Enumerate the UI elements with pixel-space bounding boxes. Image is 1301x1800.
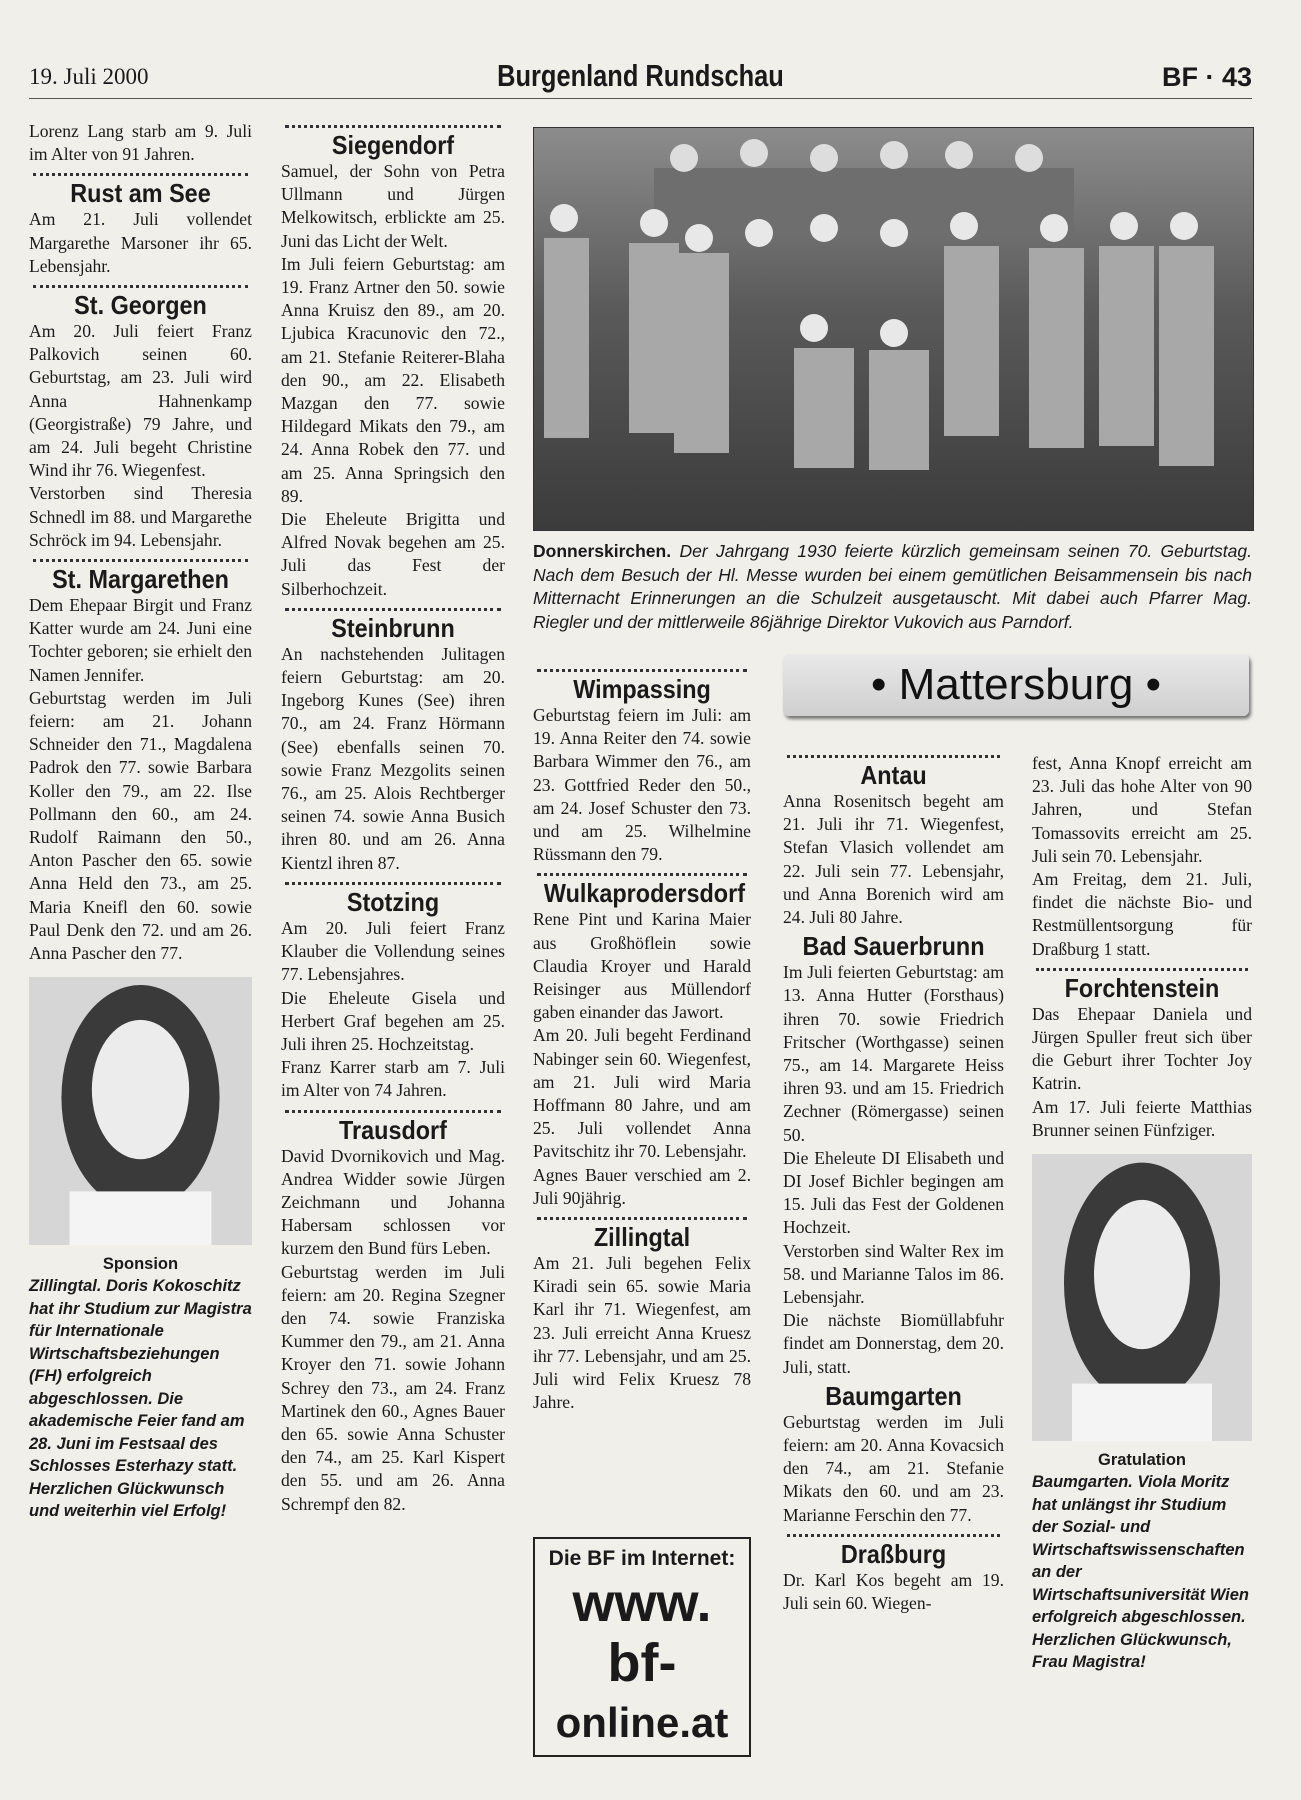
news-paragraph: Geburtstag feiern im Juli: am 19. Anna Reiter den 74. sowie Barbara Wimmer den 76., am 23. Gottfried Reder den 50., am 24. Josef Schuster den 73. und am 25. Wilhelmine Rüssmann den 79.	[533, 705, 751, 865]
dotted-divider	[285, 608, 501, 611]
town-heading: Stotzing	[346, 886, 440, 917]
dotted-divider	[33, 173, 248, 176]
issue-date: 19. Juli 2000	[29, 64, 149, 89]
group-photo-figures	[534, 128, 1253, 530]
town-heading: Bad Sauerbrunn	[802, 931, 985, 962]
dotted-divider	[285, 125, 501, 128]
news-paragraph: Die nächste Biomüllabfuhr findet am Donnerstag, dem 20. Juli, statt.	[783, 1310, 1004, 1377]
dotted-divider	[33, 285, 248, 288]
dotted-divider	[33, 559, 248, 562]
page-number: BF · 43	[1161, 62, 1252, 92]
news-paragraph: Im Juli feiern Geburtstag: am 19. Franz Artner den 50. sowie Anna Kruisz den 89., am 20. Ljubica Kracunovic den 72., am 21. Stefanie Reiterer-Blaha den 90., am 22. Elisabeth Mazgan den 77. sowie Hildegard Mikats den 79., am 24. Anna Robek den 77. und am 25. Anna Springsich den 89.	[281, 253, 505, 506]
group-photo-caption	[533, 540, 1252, 634]
photo-caption: Zillingtal. Doris Kokoschitz hat ihr Studium zur Magistra für Internationale Wirtschaftsbeziehungen (FH) erfolgreich abgeschlossen. Die akademische Feier fand am 28. Juni im Festsaal des Schlosses Esterhazy statt. Herzlichen Glückwunsch und weiterhin viel Erfolg!	[29, 1277, 252, 1521]
news-paragraph: Samuel, der Sohn von Petra Ullmann und Jürgen Melkowitsch, erblickte am 25. Juni das Licht der Welt.	[281, 161, 505, 251]
news-paragraph: Agnes Bauer verschied am 2. Juli 90jährig.	[533, 1164, 751, 1208]
news-paragraph: Die Eheleute Gisela und Herbert Graf begehen am 25. Juli ihren 25. Hochzeitstag.	[281, 987, 505, 1054]
town-heading: Steinbrunn	[331, 612, 455, 643]
column-5	[1032, 752, 1252, 1674]
town-heading: St. Margarethen	[52, 564, 229, 595]
dotted-divider	[285, 1110, 501, 1113]
news-paragraph: An nachstehenden Julitagen feiern Geburtstag: am 20. Ingeborg Kunes (See) ihren 70., am 24. Franz Hörmann (See) ebenfalls seinen 70. sowie Franz Mezgolits seinen 76., am 25. Alois Rechtberger seinen 74. sowie Anna Busich ihren 80. und am 26. Anna Kientzl ihren 87.	[281, 643, 505, 873]
news-paragraph: David Dvornikovich und Mag. Andrea Widder sowie Jürgen Zeichmann und Johanna Habersam schlossen vor kurzem den Bund fürs Leben.	[281, 1145, 505, 1259]
section-banner-mattersburg: • Mattersburg •	[783, 654, 1249, 716]
dotted-divider	[537, 1217, 747, 1220]
news-paragraph: Dem Ehepaar Birgit und Franz Katter wurde am 24. Juni eine Tochter geboren; sie erhielt den Namen Jennifer.	[29, 595, 252, 685]
news-paragraph: Lorenz Lang starb am 9. Juli im Alter von 91 Jahren.	[29, 121, 252, 165]
dotted-divider	[1036, 968, 1248, 971]
news-paragraph: Die Eheleute DI Elisabeth und DI Josef Bichler begingen am 15. Juli das Fest der Goldenen Hochzeit.	[783, 1147, 1004, 1238]
internet-ad-url-2[interactable]: bf-	[607, 1633, 677, 1693]
column-4	[783, 748, 1004, 1615]
internet-ad-url-1[interactable]: www.	[572, 1573, 712, 1633]
news-paragraph: Dr. Karl Kos begeht am 19. Juli sein 60. Wiegen-	[783, 1569, 1004, 1614]
page-header	[29, 60, 1252, 99]
town-heading: Wulkaprodersdorf	[543, 878, 745, 909]
dotted-divider	[787, 1534, 1000, 1537]
dotted-divider	[787, 755, 1000, 758]
column-1	[29, 120, 252, 1523]
internet-ad-box	[533, 1537, 751, 1757]
news-paragraph: Geburtstag werden im Juli feiern: am 20. Anna Kovacsich den 74., am 21. Stefanie Mikats den 60. und am 23. Marianne Ferschin den 77.	[783, 1411, 1004, 1525]
dotted-divider	[537, 669, 747, 672]
news-paragraph: Verstorben sind Theresia Schnedl im 88. und Margarethe Schröck im 94. Lebensjahr.	[29, 483, 252, 550]
newspaper-title: Burgenland Rundschau	[497, 58, 784, 93]
dotted-divider	[285, 882, 501, 885]
town-heading: Forchtenstein	[1064, 972, 1220, 1003]
town-heading: Antau	[860, 760, 927, 790]
town-heading: Draßburg	[840, 1538, 947, 1569]
news-paragraph: Anna Rosenitsch begeht am 21. Juli ihr 71. Wiegenfest, Stefan Vlasich vollendet am 22. Juli sein 77. Lebensjahr, und Anna Borenich wird am 24. Juli 80 Jahre.	[783, 791, 1004, 928]
news-paragraph: Am 20. Juli feiert Franz Palkovich seinen 60. Geburtstag, am 23. Juli wird Anna Hahnenkamp (Georgistraße) 79 Jahre, und am 24. Juli begeht Christine Wind ihr 76. Wiegenfest.	[29, 321, 252, 481]
town-heading: Rust am See	[70, 178, 211, 209]
town-heading: St. Georgen	[74, 290, 207, 321]
town-heading: Trausdorf	[339, 1114, 447, 1145]
news-paragraph: fest, Anna Knopf erreicht am 23. Juli das hohe Alter von 90 Jahren, und Stefan Tomassovits erreicht am 25. Juli sein 70. Lebensjahr.	[1032, 753, 1252, 866]
column-3	[533, 662, 751, 1414]
town-heading: Zillingtal	[593, 1222, 691, 1253]
news-paragraph: Das Ehepaar Daniela und Jürgen Spuller freut sich über die Geburt ihrer Tochter Joy Katrin.	[1032, 1003, 1252, 1094]
caption-text: Der Jahrgang 1930 feierte kürzlich gemeinsam seinen 70. Geburtstag. Nach dem Besuch der Hl. Messe wurden bei einem gemütlichen Beisammensein bis nach Mitternacht Erinnerungen an die Schulzeit ausgetauscht. Mit dabei auch Pfarrer Mag. Riegler und der mittlerweile 86jährige Direktor Vukovich aus Parndorf.	[533, 541, 1252, 632]
news-paragraph: Geburtstag werden im Juli feiern: am 20. Regina Szegner den 74. sowie Franziska Kummer den 79., am 21. Anna Kroyer den 71. sowie Johann Schrey den 73., am 24. Franz Martinek den 60., Agnes Bauer den 65. sowie Anna Schuster den 74., am 25. Karl Kispert den 55. und am 26. Anna Schrempf den 82.	[281, 1261, 505, 1514]
news-paragraph: Die Eheleute Brigitta und Alfred Novak begehen am 25. Juli das Fest der Silberhochzeit.	[281, 509, 505, 599]
photo-caption-title: Sponsion	[102, 1255, 179, 1274]
column-2	[281, 118, 505, 1516]
news-paragraph: Am 20. Juli begeht Ferdinand Nabinger sein 60. Wiegenfest, am 21. Juli wird Maria Hoffmann 80 Jahre, und am 25. Juli vollendet Anna Pavitschitz ihr 70. Lebensjahr.	[533, 1025, 751, 1162]
news-paragraph: Am 20. Juli feiert Franz Klauber die Vollendung seines 77. Lebensjahres.	[281, 917, 505, 985]
photo-caption: Baumgarten. Viola Moritz hat unlängst ihr Studium der Sozial- und Wirtschaftswissenschaften an der Wirtschaftsuniversität Wien erfolgreich abgeschlossen. Herzlichen Glückwunsch, Frau Magistra!	[1032, 1473, 1249, 1672]
portrait-photo	[29, 977, 252, 1245]
town-heading: Siegendorf	[331, 130, 455, 160]
news-paragraph: Verstorben sind Walter Rex im 58. und Marianne Talos im 86. Lebensjahr.	[783, 1240, 1004, 1308]
portrait-photo	[1032, 1154, 1252, 1441]
internet-ad-url-3[interactable]: online.at	[555, 1699, 729, 1746]
news-paragraph: Am Freitag, dem 21. Juli, findet die nächste Bio- und Restmüllentsorgung für Draßburg 1 statt.	[1032, 869, 1252, 959]
news-paragraph: Am 17. Juli feierte Matthias Brunner seinen Fünfziger.	[1032, 1096, 1252, 1140]
news-paragraph: Am 21. Juli begehen Felix Kiradi sein 65. sowie Maria Karl ihr 71. Wiegenfest, am 23. Juli erreicht Anna Kruesz ihr 77. Lebensjahr, und am 25. Juli wird Felix Kruesz 78 Jahre.	[533, 1253, 751, 1413]
news-paragraph: Im Juli feierten Geburtstag: am 13. Anna Hutter (Forsthaus) ihren 70. sowie Friedrich Fritscher (Worthgasse) seinen 75., am 14. Margarete Heiss ihren 93. und am 15. Friedrich Zechner (Römergasse) seinen 50.	[783, 962, 1004, 1145]
news-paragraph: Rene Pint und Karina Maier aus Großhöflein sowie Claudia Kroyer und Harald Reisinger aus Müllendorf gaben einander das Jawort.	[533, 909, 751, 1023]
internet-ad-title: Die BF im Internet:	[548, 1547, 736, 1570]
dotted-divider	[537, 873, 747, 876]
town-heading: Baumgarten	[825, 1380, 962, 1411]
news-paragraph: Franz Karrer starb am 7. Juli im Alter von 74 Jahren.	[281, 1057, 505, 1101]
town-heading: Wimpassing	[573, 674, 711, 704]
news-paragraph: Am 21. Juli vollendet Margarethe Marsoner ihr 65. Lebensjahr.	[29, 209, 252, 276]
photo-caption-title: Gratulation	[1097, 1451, 1186, 1470]
group-photo-donnerskirchen	[533, 127, 1254, 531]
news-paragraph: Geburtstag werden im Juli feiern: am 21. Johann Schneider den 71., Magdalena Padrok den 77. sowie Barbara Koller den 79., am 22. Ilse Pollmann den 60., am 24. Rudolf Raimann den 50., Anton Pascher den 65. sowie Anna Held den 73., am 25. Maria Kneifl den 60. sowie Paul Denk den 72. und am 26. Anna Pascher den 77.	[29, 687, 252, 964]
caption-place: Donnerskirchen.	[533, 541, 672, 561]
